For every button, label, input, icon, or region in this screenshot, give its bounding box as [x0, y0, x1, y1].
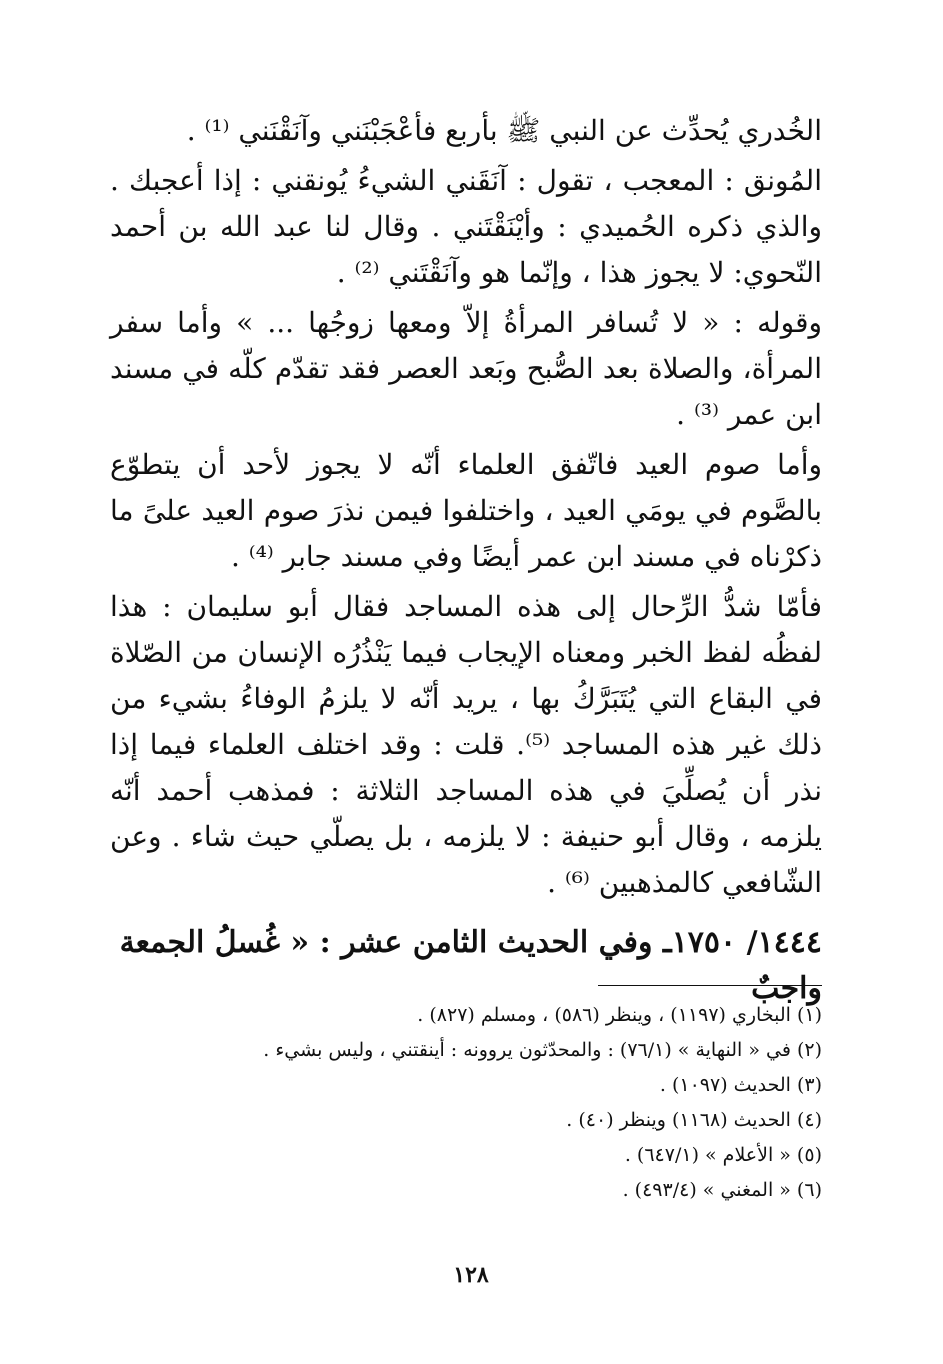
footnote-separator [598, 985, 822, 986]
paragraph-1: الخُدري يُحدِّث عن النبي ﷺ بأربع فأعْجَبْنَني وآنَقْنَني ⁽¹⁾ . [186, 114, 822, 147]
paragraph-3: وقوله : « لا تُسافر المرأةُ إلاّ ومعها زوجُها ... » وأما سفر المرأة، والصلاة بعد الصُّبح وبَعد العصر فقد تقدّم كلّه في مسند ابن عمر ⁽³⁾ . [110, 306, 822, 431]
footnote-4: (٤) الحديث (١١٦٨) وينظر (٤٠) . [566, 1109, 822, 1131]
footnote-2: (٢) في « النهاية » (٧٦/١) : والمحدّثون يروونه : أينقتني ، وليس بشيء . [263, 1039, 822, 1061]
hadith-heading: ١٤٤٤/ ١٧٥٠ـ وفي الحديث الثامن عشر : « غُسلُ الجمعة واجبٌ [119, 925, 822, 1006]
footnote-6: (٦) « المغني » (٤٩٣/٤) . [622, 1179, 822, 1201]
paragraph-5: فأمّا شدُّ الرِّحال إلى هذه المساجد فقال أبو سليمان : هذا لفظُه لفظ الخبر ومعناه الإيجاب فيما يَنْذُرُه الإنسان من الصّلاة في البقاع التي يُتَبَرَّكُ بها ، يريد أنّه لا يلزمُ الوفاءُ بشيء من ذلك غير هذه المساجد ⁽⁵⁾. قلت : وقد اختلف العلماء فيما إذا نذر أن يُصلِّيَ في هذه المساجد الثلاثة : فمذهب أحمد أنّه يلزمه ، وقال أبو حنيفة : لا يلزمه ، بل يصلّي حيث شاء . وعن الشّافعي كالمذهبين ⁽⁶⁾ . [110, 590, 823, 899]
footnote-1: (١) البخاري (١١٩٧) ، وينظر (٥٨٦) ، ومسلم (٨٢٧) . [417, 1004, 822, 1026]
page-number: ١٢٨ [453, 1262, 489, 1288]
paragraph-2: المُونق : المعجب ، تقول : آنَقَني الشيءُ يُونقني : إذا أعجبك . والذي ذكره الحُميدي : وأيْنَقْتَني . وقال لنا عبد الله بن أحمد النّحوي: لا يجوز هذا ، وإنّما هو وآنَقْتَني ⁽²⁾ . [110, 164, 822, 289]
footnote-5: (٥) « الأعلام » (٦٤٧/١) . [624, 1144, 822, 1166]
paragraph-4: وأما صوم العيد فاتّفق العلماء أنّه لا يجوز لأحد أن يتطوّع بالصَّوم في يومَي العيد ، واختلفوا فيمن نذرَ صوم العيد علىً ما ذكرْناه في مسند ابن عمر أيضًا وفي مسند جابر ⁽⁴⁾ . [110, 448, 822, 573]
footnote-3: (٣) الحديث (١٠٩٧) . [659, 1074, 822, 1096]
footnotes [200, 998, 822, 1208]
main-text [110, 108, 822, 1012]
